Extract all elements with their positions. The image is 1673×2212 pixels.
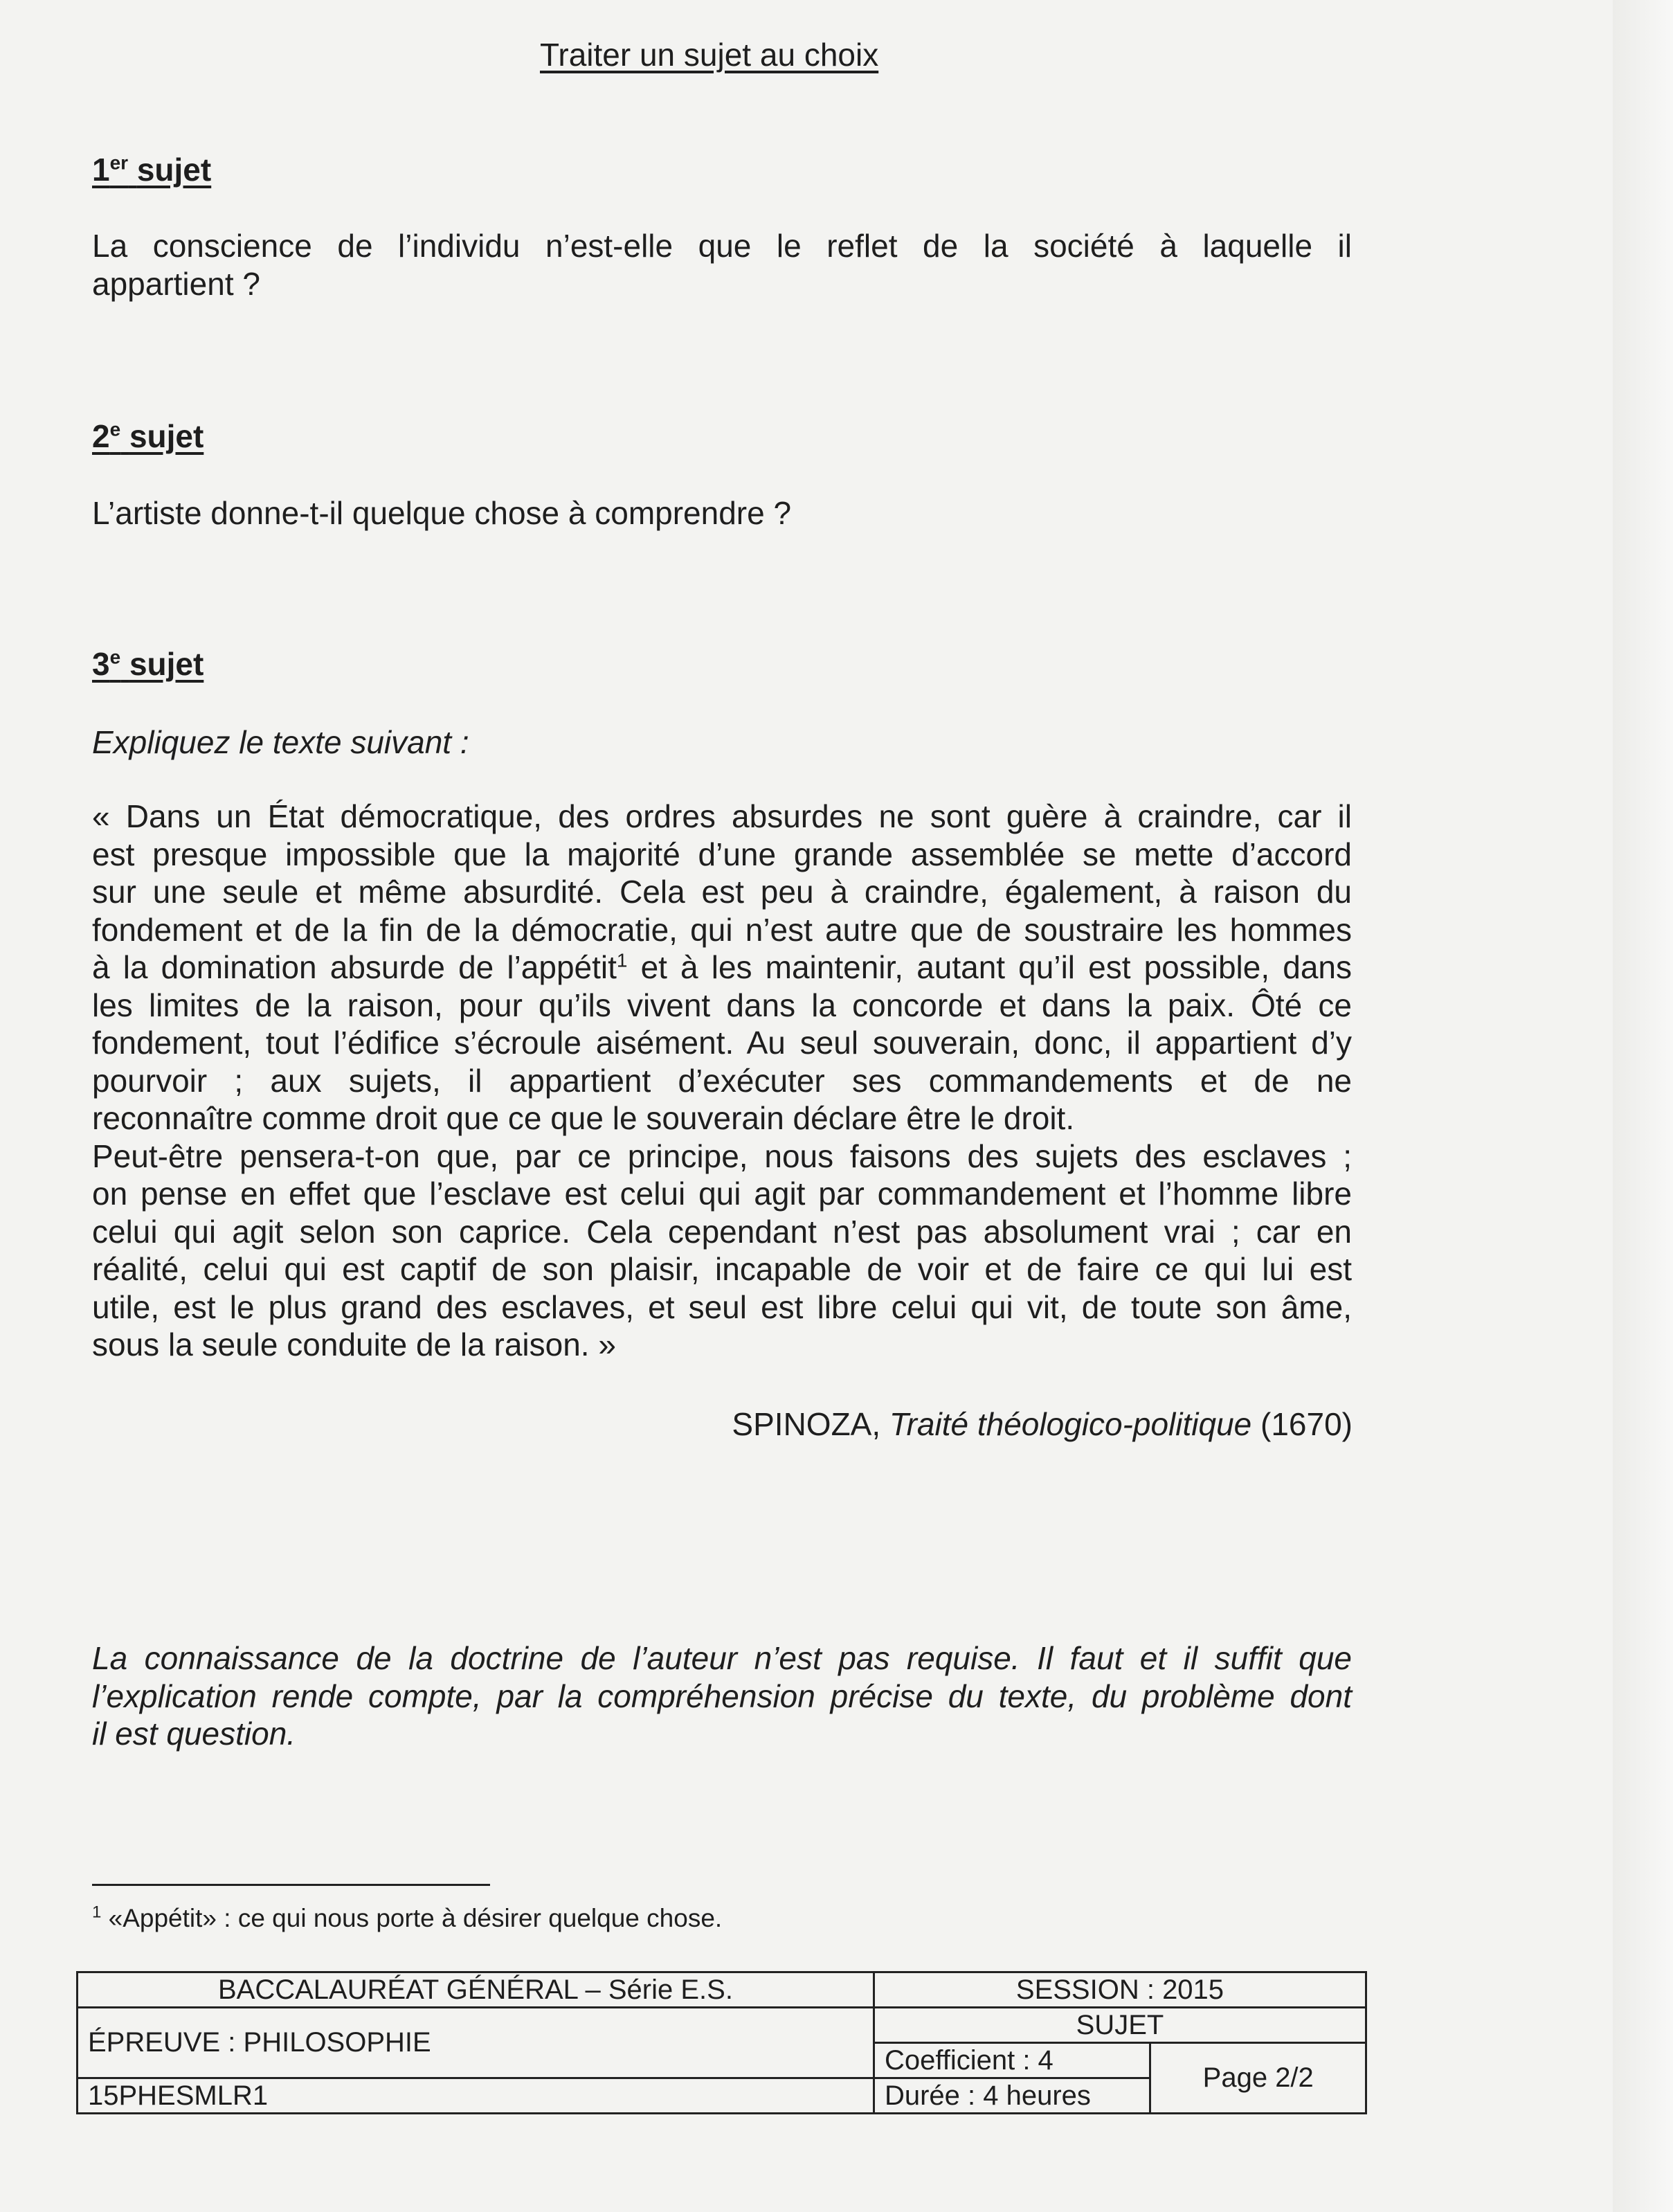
quote-line: utile, est le plus grand des esclaves, et seul est libre celui qui vit, de toute son âme, bbox=[92, 1288, 1352, 1325]
quote-line bbox=[92, 948, 1352, 987]
footnote-divider bbox=[92, 1884, 490, 1886]
subject-1-superscript: er bbox=[109, 152, 129, 174]
footnote-text: «Appétit» : ce qui nous porte à désirer quelque chose. bbox=[101, 1904, 723, 1932]
author-name: SPINOZA, bbox=[732, 1406, 889, 1442]
quote-line: celui qui agit selon son caprice. Cela cependant n’est pas absolument vrai ; car en bbox=[92, 1213, 1352, 1250]
page-number-cell: Page 2/2 bbox=[1150, 2043, 1366, 2114]
subject-1-line: appartient ? bbox=[92, 265, 260, 302]
note-line: La connaissance de la doctrine de l’auteur n’est pas requise. Il faut et il suffit que bbox=[92, 1640, 1352, 1676]
subject-1-label: sujet bbox=[136, 152, 212, 188]
page-heading: Traiter un sujet au choix bbox=[540, 37, 879, 73]
quote-attribution bbox=[732, 1405, 1353, 1443]
subject-2-question: L’artiste donne-t-il quelque chose à comprendre ? bbox=[92, 495, 792, 531]
subject-2-number: 2 bbox=[92, 418, 110, 454]
subject-3-label: sujet bbox=[129, 646, 204, 682]
subject-2-superscript: e bbox=[109, 418, 121, 440]
quote-line: les limites de la raison, pour qu’ils vivent dans la concorde et dans la paix. Ôté ce bbox=[92, 987, 1352, 1023]
subject-1-question bbox=[92, 227, 1352, 303]
subject-2-title bbox=[92, 417, 204, 455]
work-title: Traité théologico-politique bbox=[889, 1406, 1252, 1442]
subject-2-label: sujet bbox=[129, 418, 204, 454]
subject-1-title bbox=[92, 151, 211, 188]
footnote-number: 1 bbox=[92, 1903, 102, 1922]
sujet-cell: SUJET bbox=[874, 2008, 1366, 2043]
exam-info-table bbox=[76, 1971, 1367, 2114]
quote-line: réalité, celui qui est captif de son plaisir, incapable de voir et de faire ce qui lui est bbox=[92, 1251, 1352, 1287]
quote-line: est presque impossible que la majorité d’une grande assemblée se mette d’accord bbox=[92, 836, 1352, 872]
quote-line: reconnaître comme droit que ce que le souverain déclare être le droit. bbox=[92, 1100, 1075, 1136]
duration-cell: Durée : 4 heures bbox=[874, 2078, 1150, 2114]
quote-line: on pense en effet que l’esclave est celui qui agit par commandement et l’homme libre bbox=[92, 1176, 1352, 1212]
subject-3-number: 3 bbox=[92, 646, 110, 682]
subject-1-line: La conscience de l’individu n’est-elle que le reflet de la société à laquelle il bbox=[92, 228, 1352, 264]
quote-line: « Dans un État démocratique, des ordres absurdes ne sont guère à craindre, car il bbox=[92, 798, 1352, 834]
quote-line: Peut-être pensera-t-on que, par ce principe, nous faisons des sujets des esclaves ; bbox=[92, 1138, 1352, 1174]
exam-code-cell: 15PHESMLR1 bbox=[78, 2078, 874, 2114]
subject-3-superscript: e bbox=[109, 646, 121, 668]
subject-1-number: 1 bbox=[92, 152, 110, 188]
subject-3-instruction: Expliquez le texte suivant : bbox=[92, 724, 469, 760]
coefficient-cell: Coefficient : 4 bbox=[874, 2043, 1150, 2078]
subject-3-title bbox=[92, 645, 204, 683]
epreuve-cell: ÉPREUVE : PHILOSOPHIE bbox=[78, 2008, 874, 2078]
quote-line: fondement, tout l’édifice s’écroule aisément. Au seul souverain, donc, il appartient d’y bbox=[92, 1025, 1352, 1061]
work-year: (1670) bbox=[1251, 1406, 1353, 1442]
explanation-note bbox=[92, 1639, 1352, 1753]
quote-line: sous la seule conduite de la raison. » bbox=[92, 1327, 616, 1363]
note-line: il est question. bbox=[92, 1716, 296, 1752]
bac-series-cell: BACCALAURÉAT GÉNÉRAL – Série E.S. bbox=[78, 1972, 874, 2008]
quote-line: fondement et de la fin de la démocratie, qui n’est autre que de soustraire les hommes bbox=[92, 911, 1352, 948]
quote-line: sur une seule et même absurdité. Cela est peu à craindre, également, à raison du bbox=[92, 874, 1352, 910]
quote-fragment: à la domination absurde de l’appétit bbox=[92, 949, 617, 985]
session-cell: SESSION : 2015 bbox=[874, 1972, 1366, 2008]
footnote-ref: 1 bbox=[616, 949, 628, 971]
spinoza-quote bbox=[92, 798, 1352, 1364]
quote-line: pourvoir ; aux sujets, il appartient d’exécuter ses commandements et de ne bbox=[92, 1062, 1352, 1099]
quote-fragment: et à les maintenir, autant qu’il est possible, dans bbox=[627, 949, 1352, 985]
footnote bbox=[92, 1904, 722, 1933]
note-line: l’explication rende compte, par la compréhension précise du texte, du problème dont bbox=[92, 1678, 1352, 1714]
